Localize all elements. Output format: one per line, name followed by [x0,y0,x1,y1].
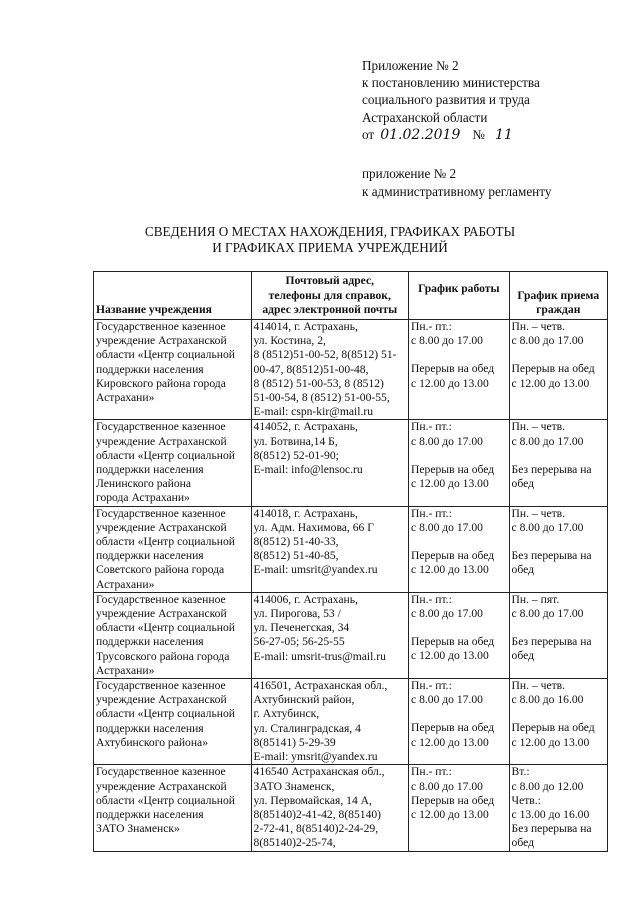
cell-line: поддержки населения [96,807,204,821]
cell-line: E-mail: cspn-kir@mail.ru [253,405,374,419]
cell-line: учреждение Астраханской [96,693,227,707]
cell-line: E-mail: umsrit@yandex.ru [253,563,378,577]
cell-line: 8(85141) 5-29-39 [253,735,336,749]
cell-line: с 12.00 до 13.00 [411,563,489,577]
cell-line: с 8.00 до 12.00 [511,779,584,793]
cell-line: с 8.00 до 17.00 [411,693,483,707]
cell-line: Без перерыва на [511,462,592,476]
cell-line: с 8.00 до 17.00 [411,434,483,448]
cell-line: 414006, г. Астрахань, [253,592,358,606]
cell-line: Перерыв на обед [411,793,495,807]
cell-work-schedule [409,592,510,678]
cell-line: 8 (8512)51-00-52, 8(8512) 51- [253,348,397,362]
cell-line: с 8.00 до 17.00 [411,520,483,534]
blank-line [512,707,605,721]
cell-line: с 12.00 до 13.00 [411,807,489,821]
cell-address-contacts [251,765,409,851]
cell-line: 00-47, 8(8512)51-00-48, [253,362,369,376]
cell-line: с 13.00 до 16.00 [511,807,590,821]
header-line-4: Астраханской области [362,109,488,125]
cell-line: с 12.00 до 13.00 [411,649,489,663]
cell-line: Астрахани» [96,663,155,677]
header-date-line [362,126,632,144]
cell-line: 51-00-54, 8 (8512) 51-00-55, [253,391,390,405]
cell-line: области «Центр социальной [96,793,235,807]
header-work-schedule: График работы [409,272,510,320]
header-line-2: к постановлению министерства [362,75,540,91]
cell-line: Ленинского района [96,477,191,491]
cell-line: с 8.00 до 17.00 [511,334,584,348]
cell-line: 8(8512) 52-01-90; [253,448,339,462]
cell-line: ул. Ботвина,14 Б, [253,434,338,448]
cell-line: Пн. – четв. [511,320,566,333]
cell-line: обед [511,649,534,663]
blank-line [512,535,605,549]
cell-line: ул. Костина, 2, [253,334,326,348]
table-row [94,320,608,420]
cell-line: области «Центр социальной [96,348,235,362]
handwritten-date: 01.02.2019 [380,126,461,143]
cell-line: учреждение Астраханской [96,779,227,793]
cell-line: поддержки населения [96,721,204,735]
cell-line: Государственное казенное [96,320,226,333]
cell-line: 8(8512) 51-40-85, [253,549,339,563]
cell-line: Без перерыва на [511,549,592,563]
cell-line: с 12.00 до 13.00 [411,735,489,749]
cell-institution-name [94,320,252,420]
cell-address-contacts [251,592,409,678]
cell-line: 416501, Астраханская обл., [253,679,388,693]
header-name: Название учреждения [94,272,252,320]
title-line-2: И ГРАФИКАХ ПРИЕМА УЧРЕЖДЕНИЙ [212,240,448,255]
table-row [94,592,608,678]
cell-line: 416540 Астраханская обл., [253,765,385,779]
cell-line: E-mail: umsrit-trus@mail.ru [253,649,386,663]
table-row [94,679,608,765]
cell-line: учреждение Астраханской [96,520,227,534]
cell-line: 414052, г. Астрахань, [253,420,358,434]
cell-line: с 12.00 до 13.00 [511,735,590,749]
cell-line: области «Центр социальной [96,448,235,462]
table-header-row [94,272,608,320]
cell-line: ЗАТО Знаменск» [96,822,180,836]
cell-line: поддержки населения [96,463,204,477]
cell-institution-name [94,420,252,506]
cell-reception-schedule [509,320,607,420]
cell-line: Пн.- пт.: [411,320,452,333]
cell-line: 2-72-41, 8(85140)2-24-29, [253,822,379,836]
cell-reception-schedule [509,765,607,851]
cell-address-contacts [251,320,409,420]
cell-line: обед [511,477,534,491]
appendix-line-2: к административному регламенту [362,183,552,199]
cell-line: Перерыв на обед [411,362,495,376]
cell-line: обед [511,836,534,850]
cell-line: поддержки населения [96,549,204,563]
document-header [362,57,632,144]
cell-line: области «Центр социальной [96,535,235,549]
cell-line: с 12.00 до 13.00 [411,376,489,390]
cell-line: Пн. – четв. [511,506,566,520]
cell-line: Государственное казенное [96,679,226,693]
cell-line: Перерыв на обед [411,462,495,476]
cell-line: 414014, г. Астрахань, [253,320,358,333]
blank-line [411,449,507,463]
cell-line: 56-27-05; 56-25-55 [253,635,345,649]
cell-line: Пн.- пт.: [411,420,452,434]
cell-institution-name [94,679,252,765]
cell-line: Пн.- пт.: [411,765,452,779]
cell-work-schedule [409,765,510,851]
header-reception-schedule: График приема граждан [509,272,607,320]
cell-institution-name [94,506,252,592]
cell-line: с 12.00 до 13.00 [411,477,489,491]
cell-work-schedule [409,320,510,420]
cell-line: с 8.00 до 17.00 [511,520,584,534]
cell-work-schedule [409,420,510,506]
cell-line: ул. Пирогова, 53 / [253,607,341,621]
cell-address-contacts [251,679,409,765]
cell-line: Без перерыва на [511,822,592,836]
cell-line: с 8.00 до 17.00 [411,607,483,621]
handwritten-number: 11 [494,126,513,143]
cell-institution-name [94,765,252,851]
cell-line: ул. Адм. Нахимова, 66 Г [253,520,374,534]
cell-reception-schedule [509,420,607,506]
cell-line: обед [511,563,534,577]
cell-line: учреждение Астраханской [96,434,227,448]
cell-line: Пн.- пт.: [411,679,452,693]
cell-line: Астрахани» [96,577,155,591]
cell-line: с 8.00 до 16.00 [511,693,584,707]
cell-line: Ахтубинский район, [253,693,355,707]
cell-line: ЗАТО Знаменск, [253,779,335,793]
cell-line: Советского района города [96,563,225,577]
blank-line [512,621,605,635]
blank-line [411,621,507,635]
cell-institution-name [94,592,252,678]
cell-line: с 12.00 до 13.00 [511,376,590,390]
cell-line: Перерыв на обед [411,635,495,649]
number-sign: № [472,126,485,142]
cell-line: г. Ахтубинск, [253,707,320,721]
cell-line: Государственное казенное [96,506,226,520]
document-title [60,224,600,256]
cell-line: области «Центр социальной [96,621,235,635]
table-body [94,320,608,852]
appendix-line-1: приложение № 2 [362,166,457,181]
cell-line: Вт.: [511,765,530,779]
cell-line: области «Центр социальной [96,707,235,721]
cell-line: с 8.00 до 17.00 [411,779,483,793]
cell-line: Перерыв на обед [511,362,595,376]
cell-line: Пн. – четв. [511,420,566,434]
cell-work-schedule [409,679,510,765]
cell-line: Пн.- пт.: [411,592,452,606]
cell-reception-schedule [509,592,607,678]
institutions-table [93,271,608,852]
cell-line: учреждение Астраханской [96,334,227,348]
cell-line: Четв.: [511,793,541,807]
cell-line: 8 (8512) 51-00-53, 8 (8512) [253,376,384,390]
blank-line [512,348,605,362]
cell-line: Пн. – пят. [511,592,560,606]
cell-line: с 8.00 до 17.00 [411,334,483,348]
blank-line [411,348,507,362]
table-row [94,765,608,851]
cell-line: Государственное казенное [96,765,226,779]
blank-line [512,449,605,463]
cell-address-contacts [251,420,409,506]
cell-line: Трусовского района города [96,649,230,663]
cell-line: 8(85140)2-25-74, [253,836,336,850]
cell-line: Ахтубинского района» [96,735,208,749]
cell-line: E-mail: info@lensoc.ru [253,463,363,477]
cell-line: 414018, г. Астрахань, [253,506,358,520]
cell-line: поддержки населения [96,362,204,376]
cell-line: Кировского района города [96,376,226,390]
cell-line: поддержки населения [96,635,204,649]
header-line-3: социального развития и труда [362,92,530,108]
cell-address-contacts [251,506,409,592]
cell-line: Перерыв на обед [411,721,495,735]
title-line-1: СВЕДЕНИЯ О МЕСТАХ НАХОЖДЕНИЯ, ГРАФИКАХ РАБОТЫ [144,224,516,239]
cell-line: E-mail: ymsrit@yandex.ru [253,750,378,764]
table-row [94,420,608,506]
cell-line: Астрахани» [96,391,155,405]
cell-line: с 8.00 до 17.00 [511,434,584,448]
cell-line: Без перерыва на [511,635,592,649]
cell-line: Государственное казенное [96,592,226,606]
appendix-reference [362,165,632,200]
cell-line: ул. Первомайская, 14 А, [253,793,372,807]
blank-line [411,535,507,549]
cell-line: Перерыв на обед [411,549,495,563]
cell-line: с 8.00 до 17.00 [511,607,584,621]
cell-line: Пн.- пт.: [411,506,452,520]
cell-line: города Астрахани» [96,491,190,505]
cell-reception-schedule [509,679,607,765]
table-row [94,506,608,592]
cell-line: учреждение Астраханской [96,607,227,621]
header-address: Почтовый адрес, телефоны для справок, адрес электронной почты [251,272,409,320]
cell-reception-schedule [509,506,607,592]
cell-line: ул. Печенегская, 34 [253,621,350,635]
header-line-1: Приложение № 2 [362,58,459,73]
ot-label: от [362,126,375,142]
cell-line: Государственное казенное [96,420,226,434]
cell-work-schedule [409,506,510,592]
cell-line: ул. Сталинградская, 4 [253,721,361,735]
cell-line: Перерыв на обед [511,721,595,735]
blank-line [411,707,507,721]
cell-line: 8(85140)2-41-42, 8(85140) [253,807,382,821]
cell-line: 8(8512) 51-40-33, [253,535,339,549]
cell-line: Пн. – четв. [511,679,566,693]
